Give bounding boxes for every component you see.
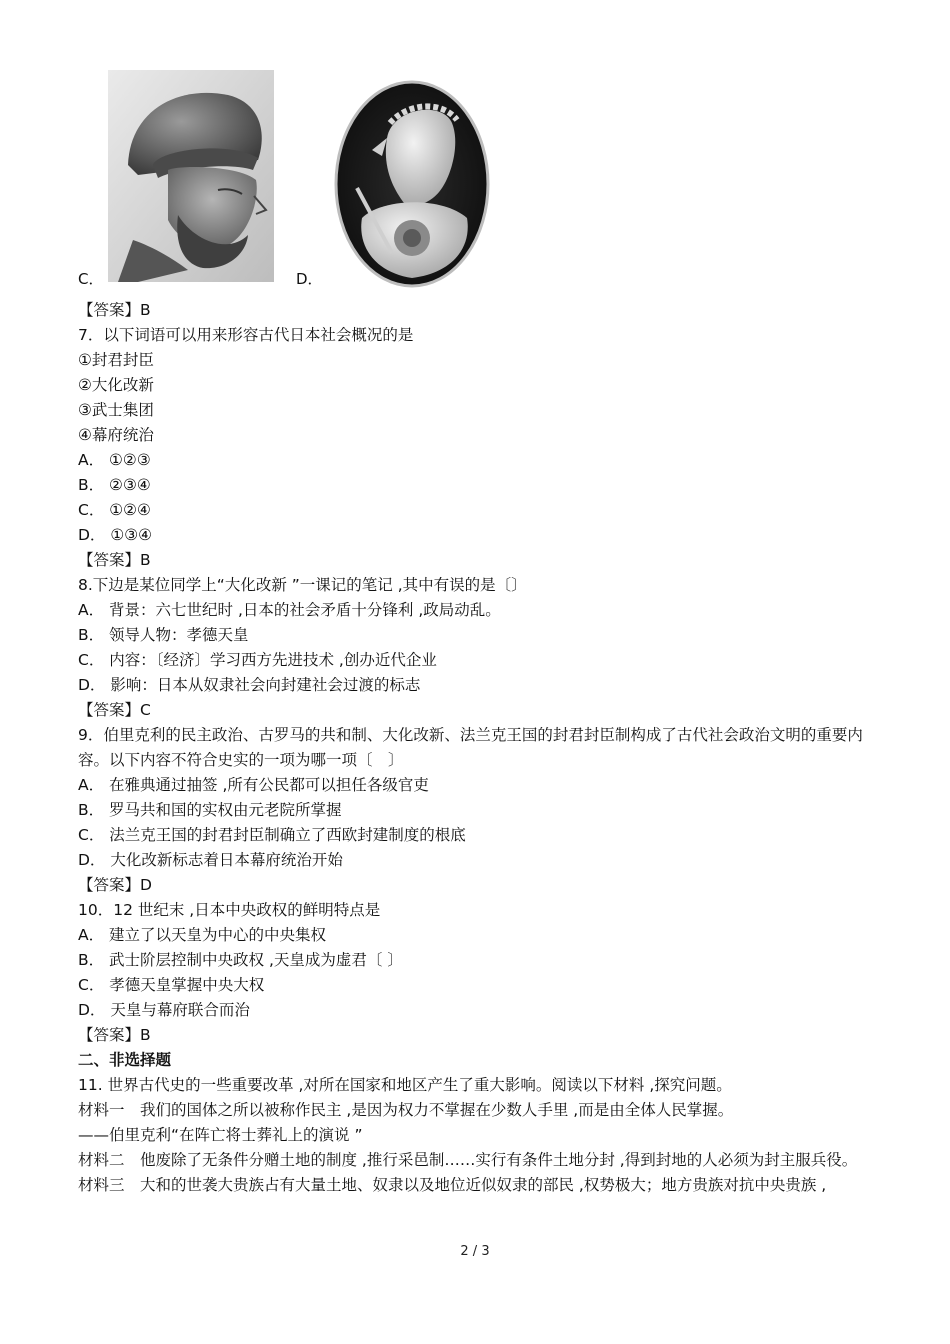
question-7-option-a: A． ①②③ bbox=[78, 451, 151, 469]
question-7-item-3: ③武士集团 bbox=[78, 401, 154, 419]
question-9-option-b: B． 罗马共和国的实权由元老院所掌握 bbox=[78, 801, 342, 819]
question-9-stem: 9．伯里克利的民主政治、古罗马的共和制、大化改新、法兰克王国的封君封臣制构成了古代社会政治文明的重要内容。以下内容不符合史实的一项为哪一项〔 〕 bbox=[78, 726, 863, 769]
answer-9: 【答案】D bbox=[78, 876, 152, 894]
question-8-option-d: D． 影响：日本从奴隶社会向封建社会过渡的标志 bbox=[78, 676, 421, 694]
material-1: 材料一 我们的国体之所以被称作民主 ,是因为权力不掌握在少数人手里 ,而是由全体人民掌握。 bbox=[78, 1101, 734, 1119]
page-number: 2 / 3 bbox=[460, 1244, 490, 1259]
material-3: 材料三 大和的世袭大贵族占有大量土地、奴隶以及地位近似奴隶的部民 ,权势极大；地方贵族对抗中央贵族 , bbox=[78, 1176, 827, 1194]
question-10-option-c: C． 孝德天皇掌握中央大权 bbox=[78, 976, 265, 994]
section-heading: 二、非选择题 bbox=[78, 1051, 172, 1069]
option-c-label: C． bbox=[78, 270, 104, 288]
question-10-option-d: D． 天皇与幕府联合而治 bbox=[78, 1001, 250, 1019]
question-9-option-d: D． 大化改新标志着日本幕府统治开始 bbox=[78, 851, 343, 869]
document-body bbox=[78, 298, 886, 1198]
cameo-portrait-image bbox=[332, 78, 492, 290]
question-8-stem: 8.下边是某位同学上“大化改新 ”一课记的笔记 ,其中有误的是〔〕 bbox=[78, 576, 527, 594]
question-11-stem: 11. 世界古代史的一些重要改革 ,对所在国家和地区产生了重大影响。阅读以下材料 ,探究问题。 bbox=[78, 1076, 732, 1094]
answer-10: 【答案】B bbox=[78, 1026, 151, 1044]
question-7-option-c: C． ①②④ bbox=[78, 501, 151, 519]
answer-8: 【答案】C bbox=[78, 701, 151, 719]
question-8-option-b: B． 领导人物：孝德天皇 bbox=[78, 626, 249, 644]
question-7-item-2: ②大化改新 bbox=[78, 376, 154, 394]
question-8-option-c: C． 内容：〔经济〕学习西方先进技术 ,创办近代企业 bbox=[78, 651, 437, 669]
question-10-option-b: B． 武士阶层控制中央政权 ,天皇成为虚君〔 〕 bbox=[78, 951, 403, 969]
question-7-stem: 7．以下词语可以用来形容古代日本社会概况的是 bbox=[78, 326, 414, 344]
pericles-bust-image bbox=[108, 70, 274, 282]
question-9-option-c: C． 法兰克王国的封君封臣制确立了西欧封建制度的根底 bbox=[78, 826, 466, 844]
option-d-label: D． bbox=[296, 270, 323, 288]
question-10-stem: 10．12 世纪末 ,日本中央政权的鲜明特点是 bbox=[78, 901, 381, 919]
question-7-option-b: B． ②③④ bbox=[78, 476, 151, 494]
question-7-item-4: ④幕府统治 bbox=[78, 426, 154, 444]
question-8-option-a: A． 背景：六七世纪时 ,日本的社会矛盾十分锋利 ,政局动乱。 bbox=[78, 601, 501, 619]
answer-7: 【答案】B bbox=[78, 551, 151, 569]
question-10-option-a: A． 建立了以天皇为中心的中央集权 bbox=[78, 926, 327, 944]
material-1-source: ——伯里克利“在阵亡将士葬礼上的演说 ” bbox=[78, 1126, 363, 1144]
question-9-option-a: A． 在雅典通过抽签 ,所有公民都可以担任各级官吏 bbox=[78, 776, 429, 794]
answer-6: 【答案】B bbox=[78, 301, 151, 319]
question-7-item-1: ①封君封臣 bbox=[78, 351, 154, 369]
question-7-option-d: D． ①③④ bbox=[78, 526, 153, 544]
material-2: 材料二 他废除了无条件分赠土地的制度 ,推行采邑制……实行有条件土地分封 ,得到封地的人必须为封主服兵役。 bbox=[78, 1151, 858, 1169]
answer-figures bbox=[78, 68, 528, 294]
